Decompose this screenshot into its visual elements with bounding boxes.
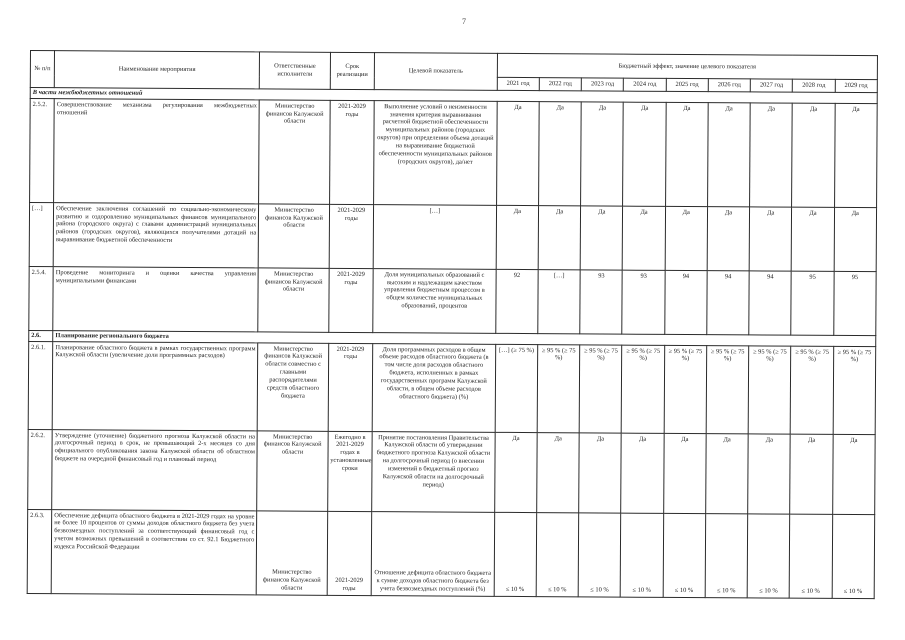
row-number: […]: [29, 202, 54, 266]
row-year-value: 93: [622, 270, 665, 334]
row-year-value: ≥ 95 % (≥ 75 %): [622, 345, 665, 433]
row-indicator: Выполнение условий о неизменности значения критерия выравнивания расчетной бюджетной обеспеченности муниципальных районов (городских округов) при определении объема дотаций на выравнивание бюджетной обеспеченности муниципальных районов (городских округов), да/нет: [374, 100, 497, 205]
page-number: 7: [462, 17, 466, 26]
row-year-value: Да: [706, 433, 749, 513]
row-year-value: Да: [537, 432, 580, 512]
row-measure-name: Утверждение (уточнение) бюджетного прогноза Калужской области на долгосрочный период в срок, не превышающий 2-х месяцев со дня официального опубликования закона Калужской области об областном бюджете на очередной финансовый год и плановый период: [52, 429, 258, 510]
row-year-value: 92: [495, 269, 538, 333]
table-row: [29, 266, 876, 335]
header-year: 2023 год: [581, 78, 623, 91]
section-number: 2.6.: [29, 330, 53, 341]
row-year-value: ≥ 95 % (≥ 75 %): [579, 344, 622, 432]
row-year-value: 93: [580, 270, 623, 334]
row-year-value: Да: [792, 103, 835, 207]
header-year: 2027 год: [750, 79, 792, 92]
row-year-value: Да: [581, 102, 624, 206]
row-term: 2021-2029 годы: [329, 100, 374, 204]
row-measure-name: Планирование областного бюджета в рамках государственных программ Калужской области (увеличение доли программных расходов): [52, 341, 258, 430]
row-year-value: Да: [623, 102, 666, 206]
section-title: В части межбюджетных отношений: [30, 88, 877, 104]
row-year-value: ≤ 10 %: [578, 512, 621, 596]
row-year-value: 94: [749, 271, 792, 335]
row-year-value: Да: [665, 206, 708, 270]
row-term: 2021-2029 годы: [329, 268, 374, 332]
row-year-value: ≤ 10 %: [790, 514, 833, 598]
row-year-value: Да: [538, 205, 581, 269]
row-indicator: Отношение дефицита областного бюджета к сумме доходов областного бюджета без учета безвозмездных поступлений (%): [371, 511, 494, 596]
row-year-value: ≥ 95 % (≥ 75 %): [537, 344, 580, 432]
row-term: 2021-2029 годы: [329, 204, 374, 268]
row-year-value: ≤ 10 %: [494, 512, 537, 596]
section-title: Планирование регионального бюджета: [53, 330, 876, 346]
row-executors: Министерство финансов Калужской области: [257, 431, 328, 511]
row-year-value: Да: [663, 433, 706, 513]
table-row: [28, 341, 876, 434]
row-year-value: ≥ 95 % (≥ 75 %): [706, 345, 749, 433]
row-year-value: Да: [750, 103, 793, 207]
row-measure-name: Совершенствование механизма регулирования межбюджетных отношений: [54, 98, 260, 203]
row-year-value: ≤ 10 %: [747, 514, 790, 598]
row-measure-name: Проведение мониторинга и оценки качества управления муниципальными финансами: [53, 266, 259, 331]
row-year-value: Да: [834, 207, 877, 271]
row-year-value: Да: [623, 206, 666, 270]
row-executors: Министерство финансов Калужской области: [259, 204, 330, 268]
row-year-value: Да: [790, 434, 833, 514]
row-year-value: 94: [707, 270, 750, 334]
row-year-value: ≤ 10 %: [663, 513, 706, 597]
header-year: 2029 год: [835, 79, 877, 92]
measures-table: [27, 50, 878, 599]
row-year-value: Да: [707, 102, 750, 206]
row-year-value: ≤ 10 %: [536, 512, 579, 596]
row-year-value: Да: [494, 432, 537, 512]
row-year-value: Да: [834, 103, 877, 207]
row-year-value: Да: [749, 207, 792, 271]
row-indicator: […]: [373, 204, 496, 269]
row-year-value: ≤ 10 %: [621, 513, 664, 597]
row-executors: Министерство финансов Калужской области: [259, 100, 330, 204]
row-year-value: Да: [496, 205, 539, 269]
header-executors: Ответственные исполнители: [260, 52, 331, 89]
row-number: 2.5.4.: [29, 266, 54, 330]
row-indicator: Доля муниципальных образований с высоким и надлежащим качеством управления бюджетным процессом в общем количестве муниципальных образований, процентов: [373, 268, 496, 333]
header-year: 2021 год: [497, 77, 539, 90]
row-number: 2.5.2.: [30, 98, 55, 202]
row-year-value: ≥ 95 % (≥ 75 %): [833, 346, 876, 434]
row-year-value: […]: [538, 269, 581, 333]
row-number: 2.6.2.: [28, 429, 53, 509]
row-term: 2021-2029 годы: [327, 511, 372, 595]
header-term: Срок реализации: [330, 52, 374, 89]
table-row: [30, 98, 878, 207]
row-indicator: Принятие постановления Правительства Калужской области об утверждении бюджетного прогноза Калужской области на долгосрочный период (о внесении изменений в бюджетный прогноз Калужской области на долгосрочный период): [372, 431, 495, 512]
table-row: [27, 509, 874, 598]
row-year-value: Да: [580, 206, 623, 270]
header-year: 2025 год: [666, 78, 708, 91]
header-year: 2024 год: [624, 78, 666, 91]
header-year: 2026 год: [708, 79, 750, 92]
table-header-row: [30, 51, 877, 80]
row-year-value: Да: [792, 207, 835, 271]
row-year-value: ≤ 10 %: [832, 514, 875, 598]
row-year-value: […] (≥ 75 %): [495, 344, 538, 432]
row-executors: Министерство финансов Калужской области: [258, 268, 329, 332]
row-year-value: ≥ 95 % (≥ 75 %): [791, 346, 834, 434]
row-year-value: Да: [579, 432, 622, 512]
row-year-value: Да: [539, 101, 582, 205]
row-term: 2021-2029 годы: [328, 343, 373, 431]
row-measure-name: Обеспечение заключения соглашений по социально-экономическому развитию и оздоровлению муниципальных финансов муниципального района (городского округа) с главами администраций муниципальных районов (городских округов), являющихся получателями дотаций на выравнивание бюджетной обеспеченности: [53, 202, 259, 267]
header-year: 2028 год: [793, 79, 835, 92]
row-year-value: Да: [832, 434, 875, 514]
table-row: [28, 429, 875, 514]
row-year-value: Да: [665, 102, 708, 206]
row-year-value: Да: [621, 433, 664, 513]
row-year-value: ≥ 95 % (≥ 75 %): [748, 346, 791, 434]
header-indicator: Целевой показатель: [374, 53, 497, 91]
header-number: № п/п: [30, 51, 54, 88]
row-term: Ежегодно в 2021-2029 годах в установленные сроки: [327, 431, 372, 511]
row-year-value: 95: [833, 271, 876, 335]
row-year-value: 94: [664, 270, 707, 334]
row-year-value: 95: [791, 271, 834, 335]
row-number: 2.6.1.: [28, 341, 53, 429]
row-year-value: Да: [748, 434, 791, 514]
row-year-value: Да: [496, 101, 539, 205]
header-year: 2022 год: [539, 78, 581, 91]
row-year-value: ≥ 95 % (≥ 75 %): [664, 345, 707, 433]
row-executors: Министерство финансов Калужской области совместно с главными распорядителями средств областного бюджета: [258, 343, 329, 431]
table-row: [29, 202, 876, 271]
row-year-value: ≤ 10 %: [705, 513, 748, 597]
header-measure-name: Наименование мероприятия: [54, 51, 259, 89]
row-measure-name: Обеспечение дефицита областного бюджета в 2021-2029 годах на уровне не более 10 процентов от суммы доходов областного бюджета без учета безвозмездных поступлений за соответствующий финансовый год с учетом возможных превышений в соответствии со ст. 92.1 Бюджетного кодекса Российской Федерации: [51, 509, 257, 594]
row-executors: Министерство финансов Калужской области: [257, 511, 328, 595]
row-indicator: Доля программных расходов в общем объеме расходов областного бюджета (в том числе доля расходов областного бюджета, исполненных в рамках государственных программ Калужской области, в общем объеме расходов областного бюджета) (%): [372, 343, 495, 432]
row-number: 2.6.3.: [27, 509, 52, 593]
header-budget-effect: Бюджетный эффект, значение целевого показателя: [497, 53, 877, 79]
row-year-value: Да: [707, 206, 750, 270]
